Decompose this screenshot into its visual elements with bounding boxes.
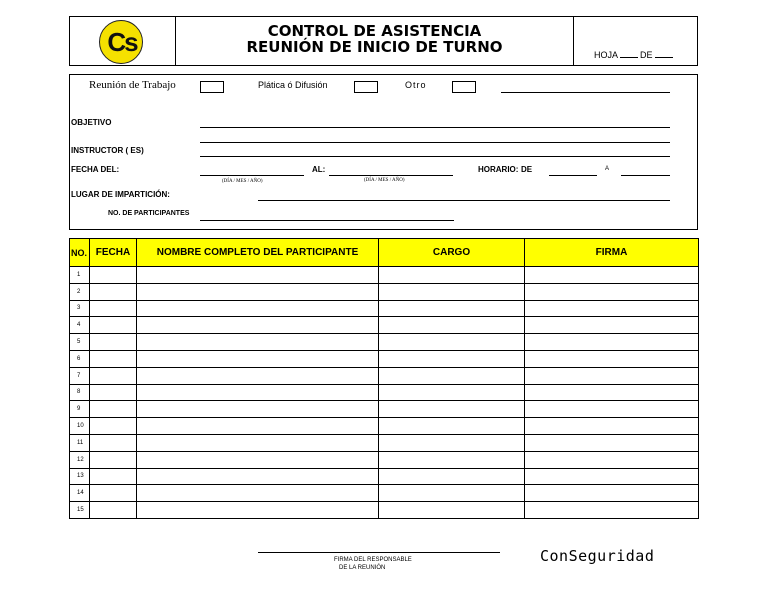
col-header-no: NO.	[70, 239, 90, 267]
cargo-cell[interactable]	[379, 418, 525, 435]
nombre-cell[interactable]	[137, 434, 379, 451]
nombre-cell[interactable]	[137, 418, 379, 435]
firma-cell[interactable]	[525, 384, 699, 401]
fecha-cell[interactable]	[90, 334, 137, 351]
otro-label: Otro	[405, 80, 427, 90]
cargo-cell[interactable]	[379, 283, 525, 300]
fecha-cell[interactable]	[90, 300, 137, 317]
row-number: 8	[70, 384, 90, 401]
attendance-table	[69, 238, 699, 519]
nombre-cell[interactable]	[137, 334, 379, 351]
table-row	[70, 485, 699, 502]
fecha-cell[interactable]	[90, 401, 137, 418]
row-number: 1	[70, 267, 90, 284]
row-number: 9	[70, 401, 90, 418]
nombre-cell[interactable]	[137, 283, 379, 300]
fecha-del-field[interactable]	[200, 175, 304, 176]
nombre-cell[interactable]	[137, 350, 379, 367]
otro-field[interactable]	[501, 92, 670, 93]
de-label: DE	[640, 50, 653, 60]
nombre-cell[interactable]	[137, 317, 379, 334]
row-number: 2	[70, 283, 90, 300]
cargo-cell[interactable]	[379, 401, 525, 418]
nombre-cell[interactable]	[137, 485, 379, 502]
nombre-cell[interactable]	[137, 384, 379, 401]
row-number: 4	[70, 317, 90, 334]
horario-label: HORARIO:	[478, 165, 519, 174]
fecha-cell[interactable]	[90, 350, 137, 367]
firma-cell[interactable]	[525, 485, 699, 502]
table-row	[70, 502, 699, 519]
firma-cell[interactable]	[525, 317, 699, 334]
signature-line[interactable]	[258, 552, 500, 553]
table-row	[70, 468, 699, 485]
table-row	[70, 317, 699, 334]
fecha-cell[interactable]	[90, 283, 137, 300]
lugar-label: LUGAR DE IMPARTICIÓN:	[71, 190, 170, 199]
instructor-label: INSTRUCTOR ( ES)	[71, 146, 144, 155]
horario-a-label: A	[605, 166, 610, 172]
logo-text: Cs	[107, 27, 137, 57]
cargo-cell[interactable]	[379, 267, 525, 284]
firma-cell[interactable]	[525, 300, 699, 317]
platica-label: Plática ó Difusión	[258, 80, 328, 90]
participantes-label: NO. DE PARTICIPANTES	[108, 210, 190, 217]
horario-de-field[interactable]	[549, 175, 597, 176]
table-row	[70, 418, 699, 435]
cargo-cell[interactable]	[379, 300, 525, 317]
firma-cell[interactable]	[525, 418, 699, 435]
nombre-cell[interactable]	[137, 451, 379, 468]
firma-cell[interactable]	[525, 283, 699, 300]
cargo-cell[interactable]	[379, 502, 525, 519]
hoja-label: HOJA	[594, 50, 619, 60]
de-blank[interactable]	[655, 57, 673, 58]
row-number: 15	[70, 502, 90, 519]
company-logo	[99, 20, 143, 64]
horario-de-label: DE	[521, 165, 533, 174]
nombre-cell[interactable]	[137, 468, 379, 485]
fecha-cell[interactable]	[90, 317, 137, 334]
form-subtitle: REUNIÓN DE INICIO DE TURNO	[246, 38, 503, 56]
row-number: 13	[70, 468, 90, 485]
attendance-table-wrap	[69, 238, 699, 519]
fecha-cell[interactable]	[90, 418, 137, 435]
reunion-trabajo-checkbox[interactable]	[200, 81, 224, 93]
row-number: 3	[70, 300, 90, 317]
form-header	[69, 16, 698, 66]
fecha-cell[interactable]	[90, 485, 137, 502]
al-label: AL:	[312, 165, 326, 174]
col-header-fecha: FECHA	[90, 239, 137, 267]
participantes-field[interactable]	[200, 220, 454, 221]
instructor-field[interactable]	[200, 156, 670, 157]
signature-caption-1: FIRMA DEL RESPONSABLE	[334, 557, 412, 563]
table-row	[70, 300, 699, 317]
cargo-cell[interactable]	[379, 384, 525, 401]
col-header-nombre: NOMBRE COMPLETO DEL PARTICIPANTE	[137, 239, 379, 267]
row-number: 10	[70, 418, 90, 435]
firma-cell[interactable]	[525, 350, 699, 367]
fecha-cell[interactable]	[90, 367, 137, 384]
nombre-cell[interactable]	[137, 502, 379, 519]
firma-cell[interactable]	[525, 502, 699, 519]
nombre-cell[interactable]	[137, 300, 379, 317]
objetivo-field[interactable]	[200, 127, 670, 128]
fecha-cell[interactable]	[90, 451, 137, 468]
cargo-cell[interactable]	[379, 350, 525, 367]
cargo-cell[interactable]	[379, 451, 525, 468]
col-header-firma: FIRMA	[525, 239, 699, 267]
lugar-field[interactable]	[258, 200, 670, 201]
firma-cell[interactable]	[525, 334, 699, 351]
cargo-cell[interactable]	[379, 468, 525, 485]
signature-caption-2: DE LA REUNIÓN	[339, 565, 386, 571]
brand-wordmark: ConSeguridad	[540, 547, 655, 565]
table-row	[70, 334, 699, 351]
cargo-cell[interactable]	[379, 317, 525, 334]
firma-cell[interactable]	[525, 468, 699, 485]
table-row	[70, 283, 699, 300]
firma-cell[interactable]	[525, 434, 699, 451]
fecha-cell[interactable]	[90, 434, 137, 451]
cargo-cell[interactable]	[379, 485, 525, 502]
row-number: 14	[70, 485, 90, 502]
row-number: 11	[70, 434, 90, 451]
firma-cell[interactable]	[525, 451, 699, 468]
fecha-cell[interactable]	[90, 267, 137, 284]
meeting-info-box	[69, 74, 698, 230]
table-row	[70, 451, 699, 468]
otro-checkbox[interactable]	[452, 81, 476, 93]
reunion-trabajo-label: Reunión de Trabajo	[89, 79, 176, 91]
row-number: 12	[70, 451, 90, 468]
firma-cell[interactable]	[525, 401, 699, 418]
horario-a-field[interactable]	[621, 175, 670, 176]
cargo-cell[interactable]	[379, 334, 525, 351]
nombre-cell[interactable]	[137, 267, 379, 284]
nombre-cell[interactable]	[137, 367, 379, 384]
table-row	[70, 384, 699, 401]
platica-checkbox[interactable]	[354, 81, 378, 93]
sheet-number	[594, 50, 673, 60]
objetivo-field-2[interactable]	[200, 142, 670, 143]
row-number: 7	[70, 367, 90, 384]
table-row	[70, 401, 699, 418]
fecha-cell[interactable]	[90, 384, 137, 401]
objetivo-label: OBJETIVO	[71, 118, 112, 127]
table-header-row	[70, 239, 699, 267]
form-title: CONTROL DE ASISTENCIA	[267, 22, 482, 40]
title-cell	[176, 17, 574, 65]
firma-cell[interactable]	[525, 267, 699, 284]
table-row	[70, 350, 699, 367]
table-row	[70, 267, 699, 284]
nombre-cell[interactable]	[137, 401, 379, 418]
fecha-al-field[interactable]	[329, 175, 453, 176]
logo-cell	[70, 17, 176, 65]
cargo-cell[interactable]	[379, 434, 525, 451]
fecha-del-label: FECHA DEL:	[71, 165, 120, 174]
row-number: 6	[70, 350, 90, 367]
fecha-cell[interactable]	[90, 468, 137, 485]
hoja-blank[interactable]	[620, 57, 638, 58]
row-number: 5	[70, 334, 90, 351]
table-row	[70, 367, 699, 384]
fecha-del-hint: (DÍA / MES / AÑO)	[222, 179, 263, 184]
fecha-cell[interactable]	[90, 502, 137, 519]
firma-cell[interactable]	[525, 367, 699, 384]
fecha-al-hint: (DÍA / MES / AÑO)	[364, 178, 405, 183]
cargo-cell[interactable]	[379, 367, 525, 384]
col-header-cargo: CARGO	[379, 239, 525, 267]
table-row	[70, 434, 699, 451]
